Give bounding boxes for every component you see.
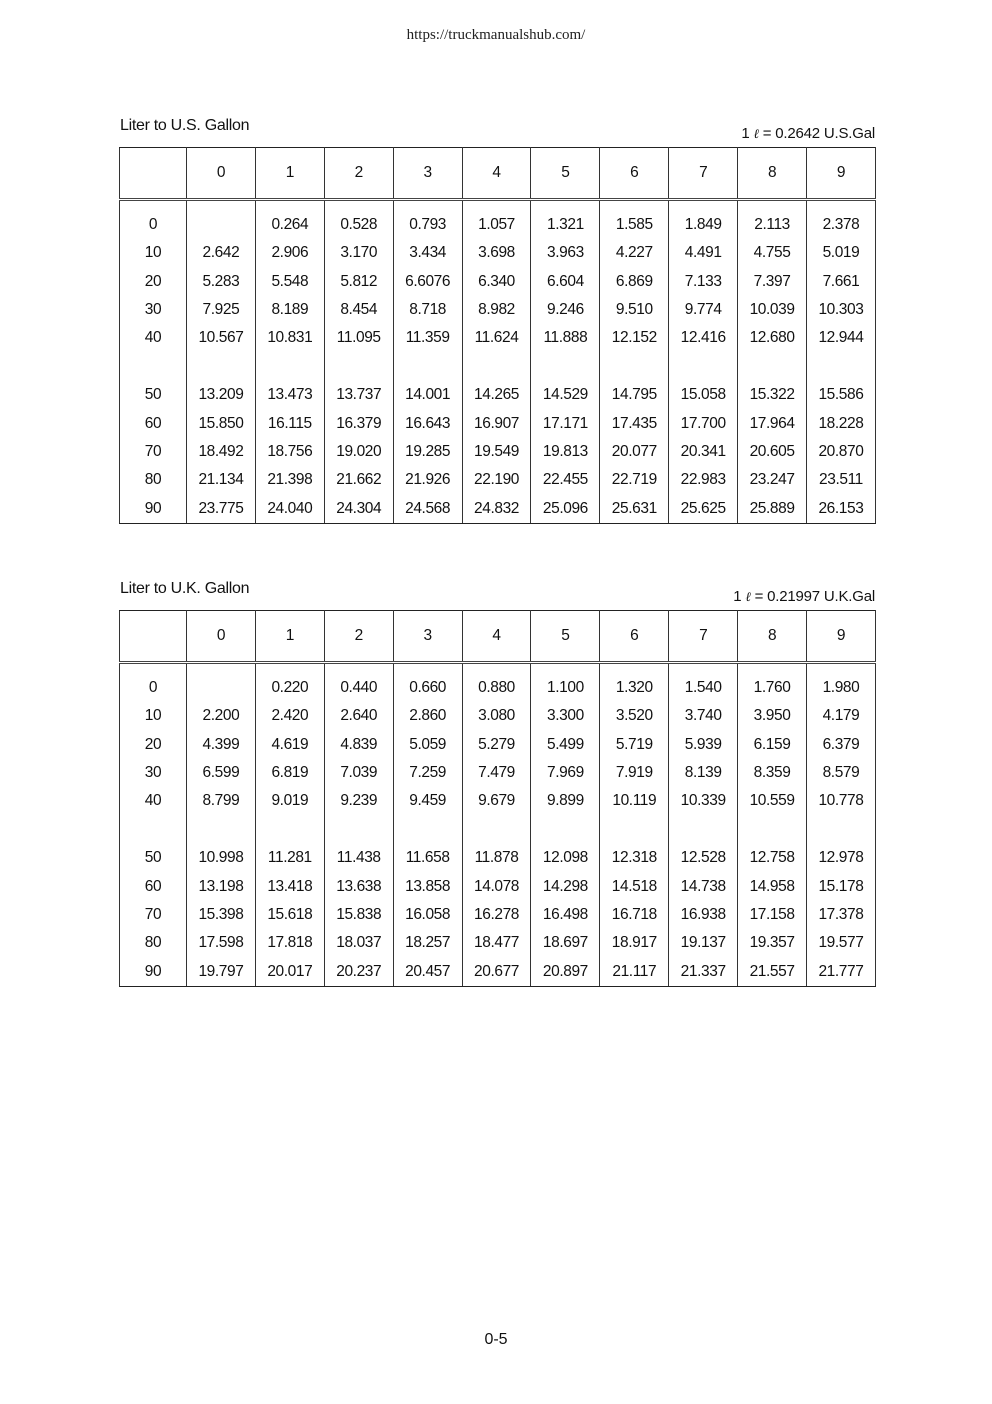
value-cell: 16.278 [462,901,531,929]
column-header-cell: 3 [393,148,462,200]
table-header-row [120,148,876,200]
column-header-cell: 5 [531,611,600,663]
value-cell: 25.889 [738,495,807,524]
column-header-cell: 5 [531,148,600,200]
value-cell: 5.059 [393,731,462,759]
value-cell: 9.246 [531,296,600,324]
value-cell: 14.518 [600,873,669,901]
value-cell: 23.511 [807,466,876,494]
value-cell: 3.520 [600,702,669,730]
table-row [120,759,876,787]
table-row [120,410,876,438]
value-cell: 24.832 [462,495,531,524]
value-cell: 19.285 [393,438,462,466]
uk-table-title: Liter to U.K. Gallon [120,580,250,597]
value-cell: 0.660 [393,663,462,703]
value-cell: 19.549 [462,438,531,466]
value-cell: 21.662 [324,466,393,494]
value-cell: 8.139 [669,759,738,787]
value-cell: 4.179 [807,702,876,730]
value-cell: 20.341 [669,438,738,466]
value-cell: 12.758 [738,815,807,872]
value-cell: 11.888 [531,324,600,352]
value-cell: 2.378 [807,200,876,240]
row-header-cell: 40 [120,324,187,352]
value-cell: 19.137 [669,929,738,957]
value-cell: 14.265 [462,352,531,409]
table-row [120,438,876,466]
value-cell: 4.619 [255,731,324,759]
value-cell: 17.158 [738,901,807,929]
value-cell: 16.498 [531,901,600,929]
value-cell: 12.098 [531,815,600,872]
row-header-cell: 90 [120,958,187,987]
value-cell: 10.567 [187,324,256,352]
value-cell: 1.980 [807,663,876,703]
table-header-row [120,611,876,663]
value-cell: 0.440 [324,663,393,703]
value-cell: 13.638 [324,873,393,901]
value-cell: 7.919 [600,759,669,787]
value-cell: 9.510 [600,296,669,324]
value-cell: 0.793 [393,200,462,240]
us-factor-prefix: 1 [741,125,750,142]
value-cell: 13.209 [187,352,256,409]
value-cell: 10.559 [738,787,807,815]
value-cell: 7.661 [807,268,876,296]
table-row [120,702,876,730]
value-cell: 7.925 [187,296,256,324]
value-cell: 17.700 [669,410,738,438]
table-row [120,296,876,324]
value-cell: 8.579 [807,759,876,787]
value-cell: 21.134 [187,466,256,494]
value-cell: 22.455 [531,466,600,494]
row-header-cell: 70 [120,438,187,466]
value-cell [187,200,256,240]
value-cell: 14.958 [738,873,807,901]
table-row [120,268,876,296]
value-cell: 0.880 [462,663,531,703]
us-factor-value: = 0.2642 U.S.Gal [762,125,875,142]
value-cell: 2.860 [393,702,462,730]
value-cell: 21.337 [669,958,738,987]
value-cell: 11.658 [393,815,462,872]
value-cell: 7.479 [462,759,531,787]
column-header-cell: 9 [807,611,876,663]
value-cell: 18.228 [807,410,876,438]
value-cell: 12.318 [600,815,669,872]
value-cell: 24.304 [324,495,393,524]
uk-conversion-factor [733,588,875,605]
value-cell: 16.058 [393,901,462,929]
value-cell: 4.491 [669,239,738,267]
value-cell: 26.153 [807,495,876,524]
value-cell: 5.279 [462,731,531,759]
value-cell: 7.133 [669,268,738,296]
value-cell: 7.259 [393,759,462,787]
value-cell: 14.001 [393,352,462,409]
value-cell: 3.950 [738,702,807,730]
table-row [120,929,876,957]
value-cell: 11.359 [393,324,462,352]
value-cell: 10.339 [669,787,738,815]
row-header-cell: 20 [120,731,187,759]
value-cell: 6.159 [738,731,807,759]
table-row [120,901,876,929]
value-cell: 14.738 [669,873,738,901]
value-cell: 20.077 [600,438,669,466]
value-cell: 11.878 [462,815,531,872]
value-cell: 1.760 [738,663,807,703]
value-cell: 20.870 [807,438,876,466]
value-cell: 15.850 [187,410,256,438]
value-cell: 13.858 [393,873,462,901]
value-cell: 4.227 [600,239,669,267]
column-header-cell: 7 [669,148,738,200]
value-cell: 15.398 [187,901,256,929]
row-header-cell: 10 [120,702,187,730]
value-cell: 5.019 [807,239,876,267]
column-header-cell: 2 [324,148,393,200]
value-cell: 16.115 [255,410,324,438]
us-gallon-table [119,147,876,524]
value-cell: 15.586 [807,352,876,409]
value-cell: 18.697 [531,929,600,957]
corner-header-cell [120,611,187,663]
page-number: 0-5 [484,1331,508,1348]
value-cell: 11.624 [462,324,531,352]
value-cell: 15.618 [255,901,324,929]
value-cell: 15.178 [807,873,876,901]
value-cell: 22.719 [600,466,669,494]
value-cell: 18.037 [324,929,393,957]
value-cell: 14.078 [462,873,531,901]
value-cell: 10.039 [738,296,807,324]
value-cell: 16.718 [600,901,669,929]
value-cell: 6.819 [255,759,324,787]
value-cell: 19.020 [324,438,393,466]
header-url: https://truckmanualshub.com/ [406,27,586,43]
row-header-cell: 0 [120,200,187,240]
value-cell: 10.831 [255,324,324,352]
value-cell: 21.926 [393,466,462,494]
value-cell: 3.434 [393,239,462,267]
value-cell: 3.740 [669,702,738,730]
value-cell: 8.454 [324,296,393,324]
value-cell: 14.529 [531,352,600,409]
value-cell: 16.938 [669,901,738,929]
value-cell: 5.719 [600,731,669,759]
uk-factor-value: = 0.21997 U.K.Gal [754,588,875,605]
value-cell: 3.963 [531,239,600,267]
value-cell: 15.058 [669,352,738,409]
value-cell: 3.698 [462,239,531,267]
column-header-cell: 7 [669,611,738,663]
value-cell: 17.171 [531,410,600,438]
value-cell: 20.605 [738,438,807,466]
value-cell: 2.113 [738,200,807,240]
value-cell: 5.283 [187,268,256,296]
value-cell: 4.839 [324,731,393,759]
corner-header-cell [120,148,187,200]
value-cell: 21.777 [807,958,876,987]
row-header-cell: 50 [120,815,187,872]
value-cell: 0.264 [255,200,324,240]
value-cell: 22.190 [462,466,531,494]
column-header-cell: 1 [255,148,324,200]
value-cell: 1.585 [600,200,669,240]
value-cell: 19.813 [531,438,600,466]
value-cell: 23.247 [738,466,807,494]
column-header-cell: 0 [187,611,256,663]
column-header-cell: 8 [738,611,807,663]
value-cell: 10.998 [187,815,256,872]
value-cell: 3.170 [324,239,393,267]
value-cell: 9.774 [669,296,738,324]
table-row [120,352,876,409]
column-header-cell: 6 [600,611,669,663]
value-cell: 5.548 [255,268,324,296]
value-cell: 4.755 [738,239,807,267]
value-cell: 1.540 [669,663,738,703]
value-cell: 1.849 [669,200,738,240]
value-cell: 6.869 [600,268,669,296]
row-header-cell: 90 [120,495,187,524]
value-cell: 9.239 [324,787,393,815]
value-cell: 8.359 [738,759,807,787]
table-row [120,200,876,240]
value-cell: 8.718 [393,296,462,324]
value-cell: 6.599 [187,759,256,787]
value-cell: 24.568 [393,495,462,524]
value-cell: 2.420 [255,702,324,730]
us-conversion-factor [741,125,875,142]
value-cell: 20.237 [324,958,393,987]
uk-factor-prefix: 1 [733,588,742,605]
row-header-cell: 70 [120,901,187,929]
row-header-cell: 30 [120,296,187,324]
value-cell: 10.778 [807,787,876,815]
table-row [120,495,876,524]
value-cell: 14.795 [600,352,669,409]
value-cell: 21.398 [255,466,324,494]
value-cell: 18.257 [393,929,462,957]
value-cell: 16.379 [324,410,393,438]
column-header-cell: 3 [393,611,462,663]
value-cell: 0.528 [324,200,393,240]
value-cell: 2.640 [324,702,393,730]
value-cell: 7.039 [324,759,393,787]
row-header-cell: 0 [120,663,187,703]
value-cell: 5.499 [531,731,600,759]
value-cell: 1.100 [531,663,600,703]
value-cell: 1.057 [462,200,531,240]
value-cell: 16.643 [393,410,462,438]
value-cell: 0.220 [255,663,324,703]
value-cell: 2.200 [187,702,256,730]
row-header-cell: 80 [120,929,187,957]
value-cell: 18.917 [600,929,669,957]
value-cell [187,663,256,703]
value-cell: 13.473 [255,352,324,409]
value-cell: 14.298 [531,873,600,901]
value-cell: 18.477 [462,929,531,957]
value-cell: 12.944 [807,324,876,352]
table-row [120,324,876,352]
value-cell: 9.019 [255,787,324,815]
value-cell: 13.198 [187,873,256,901]
value-cell: 25.625 [669,495,738,524]
value-cell: 7.969 [531,759,600,787]
value-cell: 9.679 [462,787,531,815]
value-cell: 2.642 [187,239,256,267]
liter-unit-symbol: ℓ [753,126,759,141]
value-cell: 22.983 [669,466,738,494]
value-cell: 9.899 [531,787,600,815]
column-header-cell: 1 [255,611,324,663]
value-cell: 25.631 [600,495,669,524]
value-cell: 11.438 [324,815,393,872]
column-header-cell: 6 [600,148,669,200]
value-cell: 10.303 [807,296,876,324]
value-cell: 17.435 [600,410,669,438]
uk-gallon-table [119,610,876,987]
row-header-cell: 40 [120,787,187,815]
liter-unit-symbol: ℓ [745,589,751,604]
value-cell: 20.897 [531,958,600,987]
value-cell: 18.492 [187,438,256,466]
table-row [120,731,876,759]
table-row [120,663,876,703]
column-header-cell: 4 [462,148,531,200]
value-cell: 1.321 [531,200,600,240]
value-cell: 7.397 [738,268,807,296]
value-cell: 8.799 [187,787,256,815]
value-cell: 3.080 [462,702,531,730]
value-cell: 16.907 [462,410,531,438]
column-header-cell: 0 [187,148,256,200]
table-row [120,239,876,267]
value-cell: 2.906 [255,239,324,267]
value-cell: 19.797 [187,958,256,987]
value-cell: 12.680 [738,324,807,352]
value-cell: 11.095 [324,324,393,352]
row-header-cell: 10 [120,239,187,267]
table-row [120,815,876,872]
column-header-cell: 8 [738,148,807,200]
value-cell: 5.812 [324,268,393,296]
value-cell: 17.598 [187,929,256,957]
row-header-cell: 50 [120,352,187,409]
column-header-cell: 4 [462,611,531,663]
value-cell: 12.528 [669,815,738,872]
row-header-cell: 80 [120,466,187,494]
us-table-title: Liter to U.S. Gallon [120,117,250,134]
value-cell: 18.756 [255,438,324,466]
value-cell: 20.457 [393,958,462,987]
value-cell: 19.357 [738,929,807,957]
value-cell: 5.939 [669,731,738,759]
value-cell: 25.096 [531,495,600,524]
value-cell: 6.379 [807,731,876,759]
value-cell: 4.399 [187,731,256,759]
value-cell: 24.040 [255,495,324,524]
table-row [120,466,876,494]
value-cell: 19.577 [807,929,876,957]
value-cell: 8.189 [255,296,324,324]
value-cell: 17.964 [738,410,807,438]
value-cell: 20.017 [255,958,324,987]
row-header-cell: 60 [120,873,187,901]
row-header-cell: 30 [120,759,187,787]
value-cell: 13.737 [324,352,393,409]
value-cell: 3.300 [531,702,600,730]
value-cell: 15.838 [324,901,393,929]
row-header-cell: 60 [120,410,187,438]
value-cell: 20.677 [462,958,531,987]
value-cell: 17.818 [255,929,324,957]
table-row [120,787,876,815]
value-cell: 17.378 [807,901,876,929]
value-cell: 8.982 [462,296,531,324]
column-header-cell: 2 [324,611,393,663]
value-cell: 21.557 [738,958,807,987]
value-cell: 11.281 [255,815,324,872]
value-cell: 1.320 [600,663,669,703]
row-header-cell: 20 [120,268,187,296]
value-cell: 15.322 [738,352,807,409]
table-row [120,958,876,987]
value-cell: 9.459 [393,787,462,815]
value-cell: 12.152 [600,324,669,352]
value-cell: 6.604 [531,268,600,296]
value-cell: 10.119 [600,787,669,815]
value-cell: 12.978 [807,815,876,872]
value-cell: 23.775 [187,495,256,524]
table-row [120,873,876,901]
value-cell: 13.418 [255,873,324,901]
value-cell: 6.6076 [393,268,462,296]
value-cell: 6.340 [462,268,531,296]
value-cell: 12.416 [669,324,738,352]
column-header-cell: 9 [807,148,876,200]
value-cell: 21.117 [600,958,669,987]
